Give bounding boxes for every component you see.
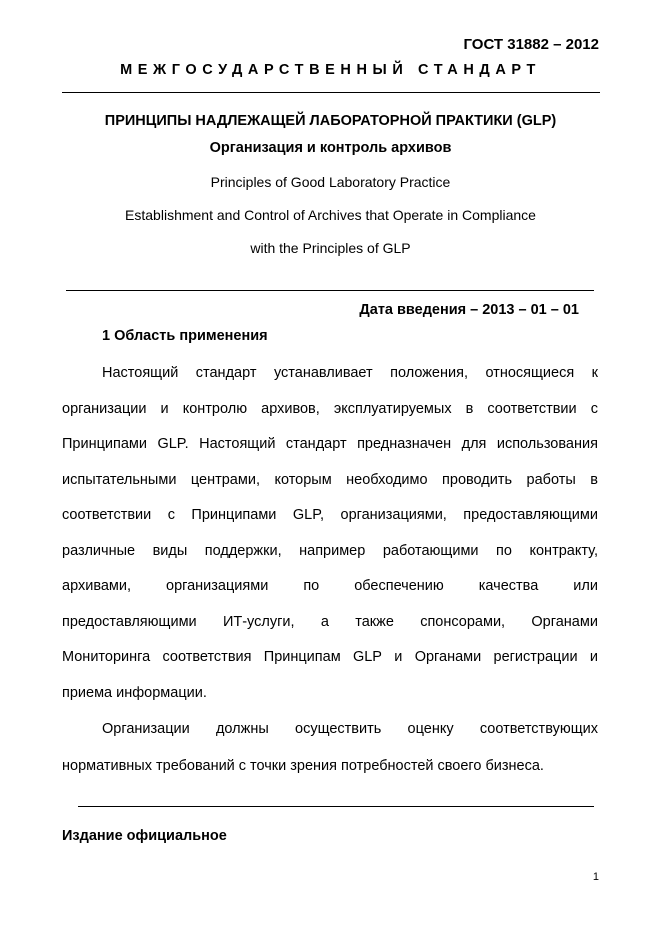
paragraph-line: архивами, организациями по обеспечению качества или	[62, 578, 598, 594]
header-rule	[62, 92, 600, 93]
section-heading: 1 Область применения	[102, 328, 268, 344]
paragraph-line: Организации должны осуществить оценку соответствующих	[102, 721, 598, 737]
paragraph-line: соответствии с Принципами GLP, организациями, предоставляющими	[62, 507, 598, 523]
paragraph-line: предоставляющими ИТ-услуги, а также спонсорами, Органами	[62, 613, 598, 630]
title-rule	[66, 290, 594, 291]
paragraph-line: Настоящий стандарт устанавливает положения, относящиеся к	[102, 365, 598, 381]
introduction-date: Дата введения – 2013 – 01 – 01	[359, 302, 579, 318]
edition-label: Издание официальное	[62, 828, 227, 844]
paragraph-line: различные виды поддержки, например работающими по контракту,	[62, 542, 598, 559]
footnote-rule	[78, 806, 594, 807]
title-english-line: with the Principles of GLP	[250, 240, 411, 256]
paragraph-line: Принципами GLP. Настоящий стандарт предназначен для использования	[62, 436, 598, 452]
paragraph-line: испытательными центрами, которым необходимо проводить работы в	[62, 471, 598, 488]
standard-type: МЕЖГОСУДАРСТВЕННЫЙ СТАНДАРТ	[120, 62, 541, 78]
title-english-line: Principles of Good Laboratory Practice	[210, 174, 451, 190]
title-english-line: Establishment and Control of Archives that Operate in Compliance	[125, 207, 536, 223]
paragraph-line: организации и контролю архивов, эксплуатируемых в соответствии с	[62, 400, 598, 417]
page-number: 1	[592, 871, 599, 883]
paragraph-line: приема информации.	[62, 684, 207, 701]
subtitle-russian: Организация и контроль архивов	[209, 140, 452, 156]
paragraph-line: Мониторинга соответствия Принципам GLP и Органами регистрации и	[62, 649, 598, 665]
paragraph-line: нормативных требований с точки зрения потребностей своего бизнеса.	[62, 758, 544, 774]
title-russian: ПРИНЦИПЫ НАДЛЕЖАЩЕЙ ЛАБОРАТОРНОЙ ПРАКТИКИ (GLP)	[104, 113, 557, 129]
document-code: ГОСТ 31882 – 2012	[463, 36, 599, 53]
